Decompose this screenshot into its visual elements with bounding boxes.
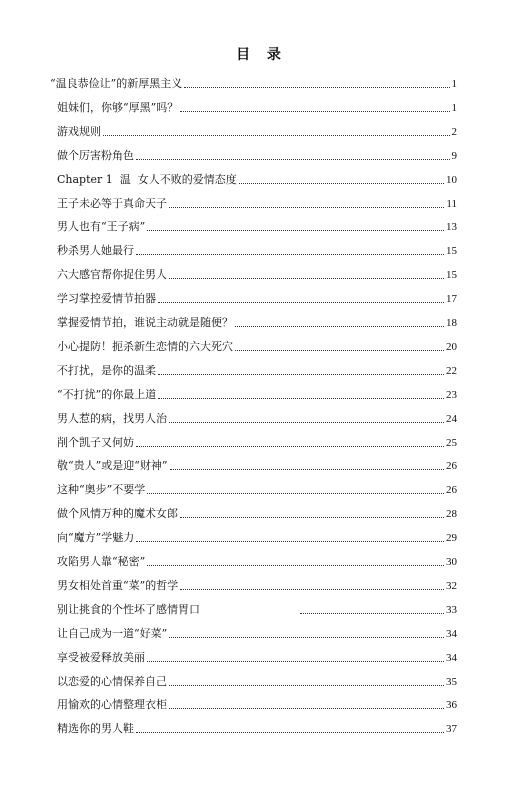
dot-leader (147, 230, 444, 231)
toc-entry-title: 游戏规则 (57, 124, 101, 138)
dot-leader (136, 541, 444, 542)
toc-entry[interactable] (57, 242, 457, 258)
toc-entry-title: 精选你的男人鞋 (57, 722, 134, 736)
toc-entry-title: 姐妹们，你够“厚黑”吗？ (57, 100, 179, 114)
toc-entry-page-number: 1 (451, 78, 457, 90)
toc-entry-page-number: 9 (451, 149, 457, 162)
toc-entry-title: 以恋爱的心情保养自己 (57, 674, 167, 688)
dot-leader (136, 732, 444, 733)
dot-leader (300, 613, 444, 614)
toc-entry[interactable] (57, 696, 457, 712)
toc-entry-page-number: 18 (446, 317, 457, 329)
toc-entry-title: 小心提防！扼杀新生恋情的六大死穴 (57, 339, 233, 353)
toc-entry[interactable] (57, 386, 457, 402)
toc-entry-title: 男人也有“王子病” (57, 220, 146, 234)
toc-entry[interactable] (57, 457, 457, 473)
toc-entry-page-number: 26 (446, 484, 457, 497)
toc-entry[interactable] (57, 338, 457, 354)
toc-entry-page-number: 25 (446, 436, 457, 449)
dot-leader (184, 87, 449, 88)
toc-entry[interactable] (57, 266, 457, 282)
toc-entry-page-number: 1 (451, 101, 457, 114)
toc-entry-page-number: 24 (446, 412, 457, 425)
toc-entry-title: 学习掌控爱情节拍器 (57, 292, 156, 306)
toc-entry-page-number: 29 (446, 532, 457, 545)
dot-leader (180, 589, 444, 590)
dot-leader (169, 207, 444, 208)
toc-entry-title: 掌握爱情节拍，谁说主动就是随便？ (57, 316, 233, 329)
dot-leader (136, 446, 444, 447)
toc-entry[interactable] (57, 649, 457, 665)
toc-entry-title: 别让挑食的个性坏了感情胃口 (57, 602, 200, 616)
toc-entry-page-number: 37 (446, 723, 457, 736)
toc-entry[interactable] (57, 123, 457, 139)
toc-entry-title: 向“魔方”学魅力 (57, 531, 135, 545)
toc-entry-page-number: 23 (446, 388, 457, 401)
toc-entry-page-number: 10 (446, 173, 457, 186)
dot-leader (169, 708, 444, 709)
toc-entry[interactable] (57, 481, 457, 497)
toc-entry-page-number: 34 (446, 627, 457, 640)
toc-entry[interactable] (57, 362, 457, 378)
toc-entry-title: 削个凯子又何妨 (57, 435, 134, 449)
toc-entry[interactable] (57, 290, 457, 306)
dot-leader (136, 159, 450, 160)
toc-entry-title: 这种“奥步”不要学 (57, 483, 146, 497)
dot-leader (170, 469, 445, 470)
toc-entry-title: 攻陷男人靠“秘密” (57, 555, 146, 568)
toc-entry[interactable] (57, 314, 457, 330)
toc-entry-title: 秒杀男人她最行 (57, 244, 134, 258)
toc-entry-page-number: 13 (446, 221, 457, 234)
toc-entry[interactable] (57, 99, 457, 115)
toc-entry-title: 做个厉害粉角色 (57, 148, 134, 162)
dot-leader (158, 374, 444, 375)
dot-leader (169, 685, 444, 686)
toc-entry-title: 王子未必等于真命天子 (57, 196, 167, 210)
dot-leader (103, 135, 450, 136)
toc-entry-page-number: 26 (446, 460, 457, 473)
toc-entry-title: 男女相处首重“菜”的哲学 (57, 578, 179, 592)
dot-leader (169, 422, 444, 423)
toc-entry-title: 用愉欢的心情整理衣柜 (57, 698, 167, 712)
dot-leader (147, 493, 444, 494)
toc-entry[interactable] (57, 434, 457, 450)
toc-entry[interactable] (57, 625, 457, 641)
toc-entry-title: 让自己成为一道“好菜” (57, 626, 168, 640)
toc-entry-page-number: 36 (446, 699, 457, 712)
toc-entry[interactable] (57, 529, 457, 545)
toc-entry[interactable] (57, 171, 457, 187)
toc-entry[interactable] (57, 673, 457, 689)
dot-leader (180, 111, 449, 112)
toc-entry-page-number: 32 (446, 579, 457, 592)
dot-leader (169, 637, 444, 638)
dot-leader (235, 350, 444, 351)
toc-entry[interactable] (57, 505, 457, 521)
toc-entry-page-number: 11 (446, 197, 457, 210)
dot-leader (169, 278, 444, 279)
toc-entry[interactable] (50, 75, 457, 91)
dot-leader (147, 565, 444, 566)
dot-leader (239, 183, 444, 184)
dot-leader (180, 517, 444, 518)
toc-entry-page-number: 30 (446, 556, 457, 568)
toc-entry-title: Chapter 1 温 女人不败的爱情态度 (57, 172, 237, 186)
toc-entry-page-number: 15 (446, 269, 457, 282)
toc-entry-page-number: 22 (446, 364, 457, 377)
toc-entry-title: 男人惹的病，找男人治 (57, 411, 167, 425)
dot-leader (158, 302, 444, 303)
toc-entry-title: 六大感官帮你捉住男人 (57, 268, 167, 282)
toc-entry[interactable] (57, 218, 457, 234)
toc-entry-title: 不打扰，是你的温柔 (57, 363, 156, 377)
dot-leader (136, 254, 444, 255)
dot-leader (235, 326, 444, 327)
toc-entry-title: “温良恭俭让”的新厚黑主义 (50, 77, 183, 90)
toc-entry-title: 享受被爱释放美丽 (57, 650, 145, 664)
toc-entry[interactable] (57, 147, 457, 163)
toc-entry[interactable] (57, 601, 457, 617)
toc-entry[interactable] (57, 577, 457, 593)
toc-entry-page-number: 20 (446, 340, 457, 353)
toc-entry-page-number: 33 (446, 603, 457, 616)
toc-entry-page-number: 34 (446, 651, 457, 664)
page-title: 目 录 (236, 47, 287, 63)
dot-leader (158, 398, 444, 399)
toc-entry[interactable] (57, 410, 457, 426)
toc-entry[interactable] (57, 195, 457, 211)
toc-entry-page-number: 35 (446, 675, 457, 688)
toc-entry-page-number: 17 (446, 293, 457, 306)
toc-entry-title: 做个风情万种的魔术女郎 (57, 507, 178, 521)
toc-entry-title: 敬“贵人”或是迎“财神” (57, 459, 168, 473)
toc-entry-page-number: 2 (451, 125, 457, 138)
toc-entry[interactable] (57, 553, 457, 569)
toc-entry-page-number: 15 (446, 245, 457, 258)
toc-entry-page-number: 28 (446, 508, 457, 521)
toc-entry-title: “不打扰”的你最上道 (57, 387, 157, 401)
toc-entry[interactable] (57, 720, 457, 736)
dot-leader (147, 661, 444, 662)
